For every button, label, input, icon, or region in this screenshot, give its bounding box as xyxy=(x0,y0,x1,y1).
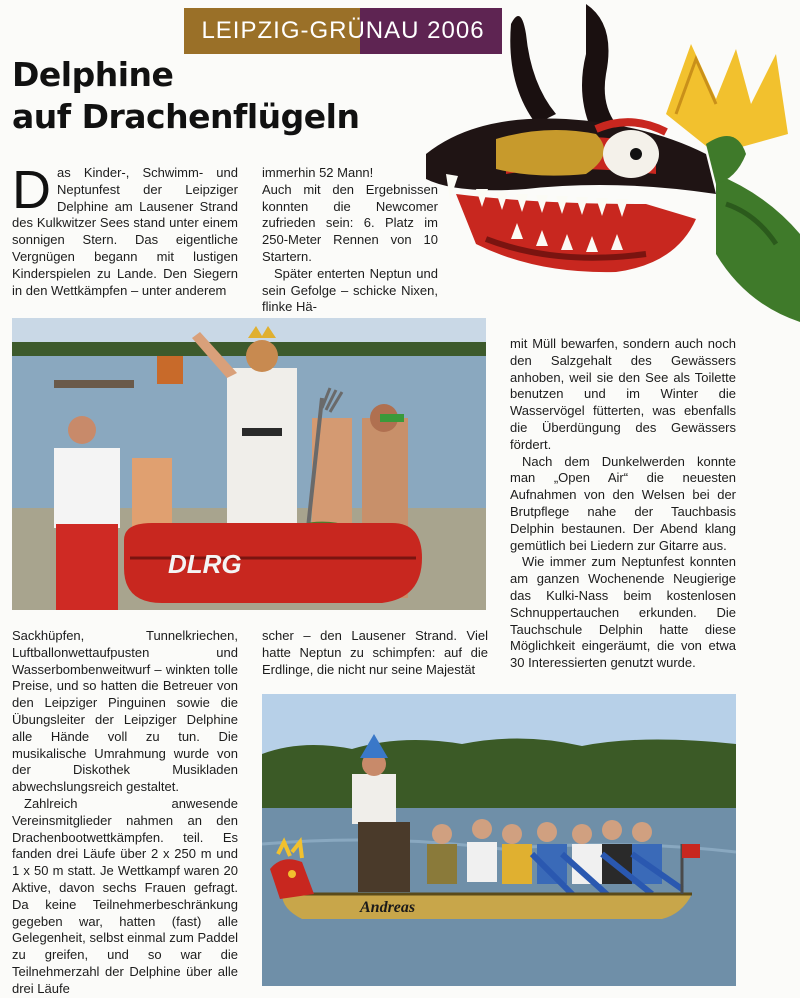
col2-paragraph-2: Auch mit den Ergebnissen konnten die Newcomer zufrieden sein: 6. Platz im 250-Meter Rennen von 10 Startern. xyxy=(262,181,438,264)
col1-bottom-paragraph-2: Zahlreich anwesende Vereinsmitglieder nahmen an den Drachenbootwettkämpfen. teil. Es fanden drei Läufe über 2 x 250 m und 1 x 50 m statt. Je Wettkampf waren 20 Aktive, davon sechs Frauen gefragt. Da keine Teilnehmerbeschränkung gegeben war, hatten (fast) alle Gelegenheit, selbst einmal zum Paddel zu greifen, und so war die Teilnehmerzahl der Delphine über alle drei Läufe xyxy=(12,795,238,996)
col3-paragraph-1: mit Müll bewarfen, sondern auch noch den Salzgehalt des Gewässers anhoben, weil sie den See als Toilette benutzen und im Winter die Wasservögel fütterten, was ebenfalls die Überdüngung des Gewässers fördert. xyxy=(510,336,736,452)
headline-line-1: Delphine xyxy=(12,55,174,94)
dragon-head-image xyxy=(416,4,800,322)
col3-paragraph-3: Wie immer zum Neptunfest konnten am ganzen Wochenende Neugierige das Kulki-Nass beim kostenlosen Schnuppertauchen erkunden. Die Tauchschule Delphin hatte diese Möglichkeit eingeräumt, die von etwa 30 Interessierten genutzt wurde. xyxy=(510,554,736,671)
col1-bottom-paragraph-1: Sackhüpfen, Tunnelkriechen, Luftballonwettaufpusten und Wasserbombenweitwurf – winkten tolle Preise, und so hatten die Betreuer von den Leipziger Pinguinen sowie die Übungsleiter der Leipziger Delphine alle Hände voll zu tun. Die musikalische Umrahmung wurde von der Diskothek Musikladen abwechslungsreich gestaltet. xyxy=(12,628,238,795)
neptune-boat-photo xyxy=(12,318,486,610)
headline-line-2: auf Drachenflügeln xyxy=(12,97,360,136)
col2-bottom-paragraph: scher – den Lausener Strand. Viel hatte Neptun zu schimpfen: auf die Erdlinge, die nicht nur seine Majestät xyxy=(262,628,488,677)
dragonboat-label: Andreas xyxy=(360,899,416,916)
article-column-1-top xyxy=(12,160,238,299)
col2-paragraph-3: Später enterten Neptun und sein Gefolge – schicke Nixen, flinke Hä- xyxy=(262,265,438,315)
article-column-2-bottom xyxy=(262,628,488,678)
col3-paragraph-2: Nach dem Dunkelwerden konnte man „Open Air“ die neuesten Aufnahmen von den Welsen bei der Brutpflege nahe der Tauchbasis Delphin bestaunen. Der Abend klang gemütlich bei Liedern zur Gitarre aus. xyxy=(510,453,736,553)
col2-paragraph-1: immerhin 52 Mann! xyxy=(262,165,374,180)
article-column-1-bottom xyxy=(12,628,238,998)
boat-label: DLRG xyxy=(168,549,242,579)
drop-cap: D xyxy=(12,160,51,220)
article-column-2-top xyxy=(262,165,438,316)
article-column-3 xyxy=(510,336,736,672)
article-headline xyxy=(12,54,372,138)
banner-title: LEIPZIG-GRÜNAU 2006 xyxy=(201,17,485,44)
dragonboat-photo xyxy=(262,694,736,986)
intro-paragraph: as Kinder-, Schwimm- und Neptunfest der Leipziger Delphine am Lausener Strand des Kulkwitzer Sees stand unter einem sonnigen Stern. Das eigentliche Vergnügen begann mit lustigen Kinderspielen zu Lande. Den Siegern in den Wettkämpfen – unter anderem xyxy=(12,165,238,298)
